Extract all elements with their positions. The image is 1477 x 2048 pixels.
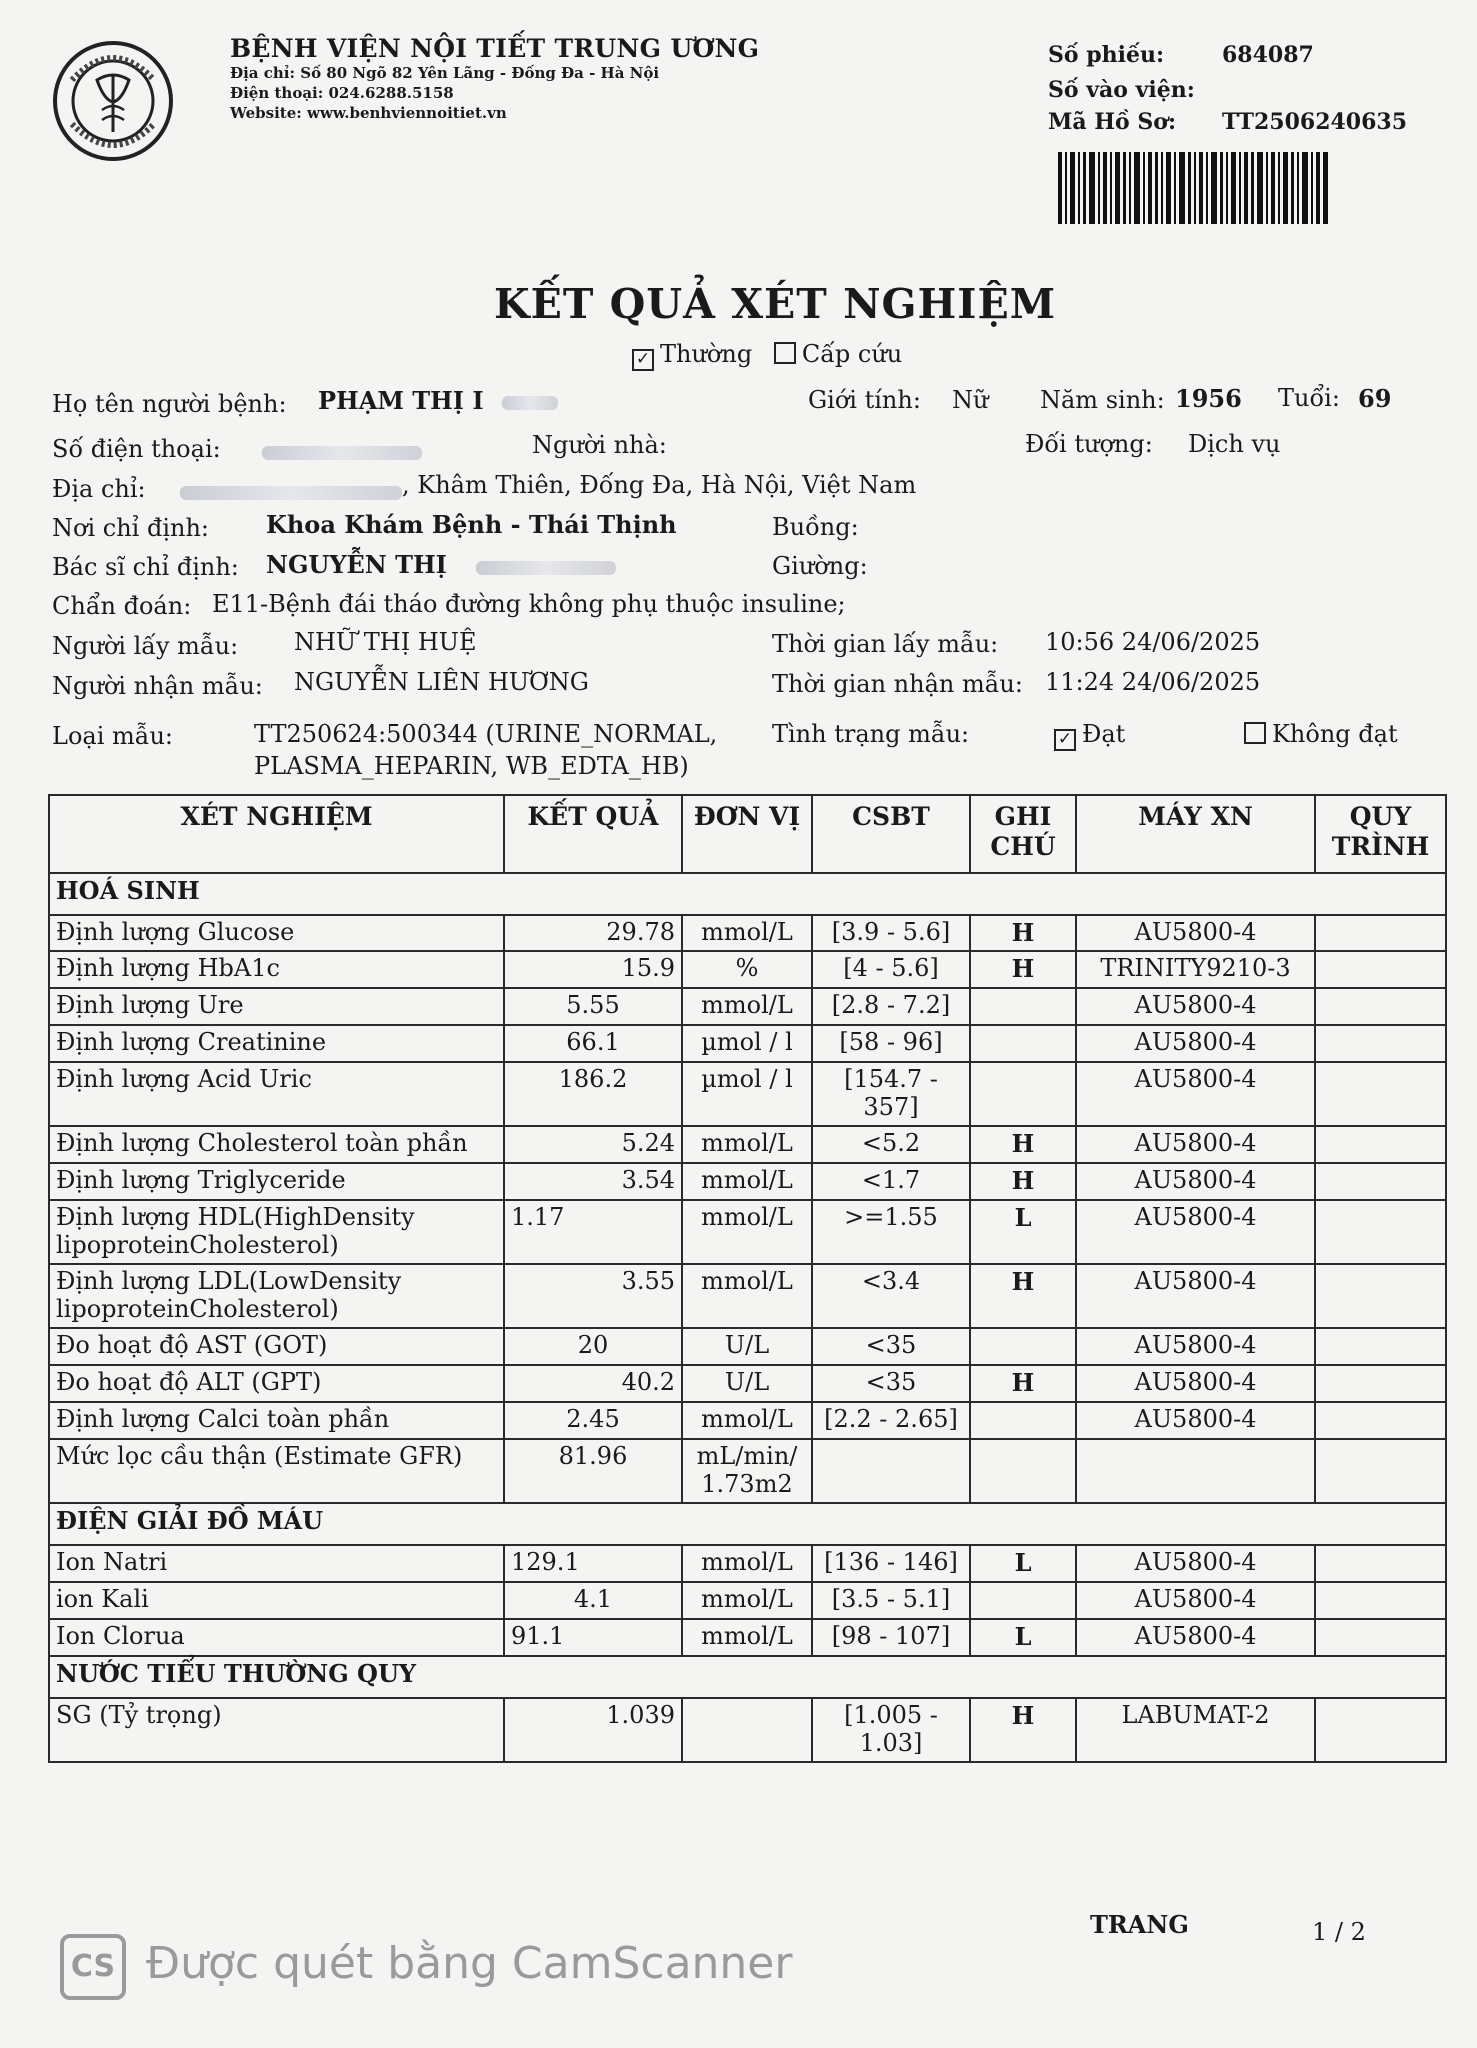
- header-note: GHI CHÚ: [970, 795, 1076, 873]
- cell-machine: AU5800-4: [1076, 1200, 1315, 1264]
- cell-note: [970, 1062, 1076, 1126]
- cell-result: 40.2: [504, 1365, 682, 1402]
- redacted-phone: [262, 442, 422, 461]
- cell-note: [970, 1439, 1076, 1503]
- cell-procedure: [1315, 1402, 1446, 1439]
- hospital-logo: [52, 40, 174, 162]
- cell-ref: [136 - 146]: [812, 1545, 970, 1582]
- cell-result: 1.039: [504, 1698, 682, 1762]
- cell-test: Định lượng Calci toàn phần: [49, 1402, 504, 1439]
- header-ref: CSBT: [812, 795, 970, 873]
- cell-machine: LABUMAT-2: [1076, 1698, 1315, 1762]
- cell-test: Định lượng Triglyceride: [49, 1163, 504, 1200]
- cell-procedure: [1315, 1619, 1446, 1656]
- table-row: [49, 1062, 1446, 1126]
- cell-result: 5.24: [504, 1126, 682, 1163]
- cell-machine: AU5800-4: [1076, 1264, 1315, 1328]
- section-dien-giai: ĐIỆN GIẢI ĐỒ MÁU: [49, 1503, 1446, 1545]
- cell-ref: [3.9 - 5.6]: [812, 915, 970, 951]
- cell-note: H: [970, 1163, 1076, 1200]
- table-row: [49, 915, 1446, 951]
- gender: Nữ: [952, 386, 989, 414]
- address: , Khâm Thiên, Đống Đa, Hà Nội, Việt Nam: [402, 471, 917, 499]
- cell-note: [970, 1402, 1076, 1439]
- cell-test: Định lượng Acid Uric: [49, 1062, 504, 1126]
- cell-procedure: [1315, 951, 1446, 988]
- table-header: [49, 795, 1446, 873]
- cell-unit: µmol / l: [682, 1062, 812, 1126]
- cell-note: H: [970, 1698, 1076, 1762]
- section-row: [49, 873, 1446, 915]
- cell-machine: AU5800-4: [1076, 1025, 1315, 1062]
- cell-unit: mmol/L: [682, 915, 812, 951]
- relative-label: Người nhà:: [532, 431, 667, 459]
- cell-machine: AU5800-4: [1076, 1402, 1315, 1439]
- table-row: [49, 1025, 1446, 1062]
- sample-status-label: Tình trạng mẫu:: [772, 720, 970, 748]
- camscanner-watermark: Được quét bằng CamScanner: [146, 1938, 793, 1989]
- object-label: Đối tượng:: [1025, 430, 1153, 458]
- cell-procedure: [1315, 1200, 1446, 1264]
- age-label: Tuổi:: [1278, 384, 1340, 412]
- cell-machine: TRINITY9210-3: [1076, 951, 1315, 988]
- cell-test: Định lượng HbA1c: [49, 951, 504, 988]
- cell-result: 66.1: [504, 1025, 682, 1062]
- doctor-label: Bác sĩ chỉ định:: [52, 553, 239, 581]
- cell-procedure: [1315, 1439, 1446, 1503]
- cell-unit: %: [682, 951, 812, 988]
- ma-ho-so-label: Mã Hồ Sơ:: [1048, 109, 1177, 135]
- object-value: Dịch vụ: [1188, 430, 1281, 458]
- header-procedure: QUY TRÌNH: [1315, 795, 1446, 873]
- cell-procedure: [1315, 1062, 1446, 1126]
- cell-result: 1.17: [504, 1200, 682, 1264]
- hospital-website: Website: www.benhviennoitiet.vn: [230, 104, 507, 122]
- cell-ref: [2.2 - 2.65]: [812, 1402, 970, 1439]
- cell-result: 129.1: [504, 1545, 682, 1582]
- cell-note: H: [970, 951, 1076, 988]
- table-row: [49, 1126, 1446, 1163]
- receiver: NGUYỄN LIÊN HƯƠNG: [294, 668, 589, 696]
- cell-procedure: [1315, 1025, 1446, 1062]
- room-label: Buồng:: [772, 513, 859, 541]
- ordered-at-label: Nơi chỉ định:: [52, 514, 209, 542]
- barcode: [1058, 152, 1330, 224]
- patient-name: PHẠM THỊ I: [318, 386, 484, 415]
- so-phieu-label: Số phiếu:: [1048, 42, 1165, 68]
- hospital-name: BỆNH VIỆN NỘI TIẾT TRUNG ƯƠNG: [230, 34, 760, 63]
- header-unit: ĐƠN VỊ: [682, 795, 812, 873]
- page-footer-label: TRANG: [1090, 1910, 1189, 1939]
- table-row: [49, 1264, 1446, 1328]
- cell-machine: AU5800-4: [1076, 1328, 1315, 1365]
- birth-year: 1956: [1175, 384, 1242, 413]
- table-row: [49, 951, 1446, 988]
- cell-machine: AU5800-4: [1076, 1062, 1315, 1126]
- receive-time: 11:24 24/06/2025: [1045, 668, 1261, 696]
- cell-result: 91.1: [504, 1619, 682, 1656]
- cell-ref: [98 - 107]: [812, 1619, 970, 1656]
- redacted-doctor: [476, 557, 616, 576]
- age: 69: [1358, 384, 1392, 413]
- section-nuoc-tieu: NƯỚC TIỂU THƯỜNG QUY: [49, 1656, 1446, 1698]
- checkbox-ok-icon: ✓: [1054, 729, 1076, 751]
- cell-test: ion Kali: [49, 1582, 504, 1619]
- cell-result: 2.45: [504, 1402, 682, 1439]
- address-label: Địa chỉ:: [52, 475, 146, 503]
- ordered-at: Khoa Khám Bệnh - Thái Thịnh: [266, 510, 677, 539]
- cell-ref: >=1.55: [812, 1200, 970, 1264]
- cell-unit: U/L: [682, 1365, 812, 1402]
- section-row: [49, 1656, 1446, 1698]
- cell-ref: [3.5 - 5.1]: [812, 1582, 970, 1619]
- cell-procedure: [1315, 1365, 1446, 1402]
- table-row: [49, 1619, 1446, 1656]
- cell-procedure: [1315, 988, 1446, 1025]
- cell-result: 3.54: [504, 1163, 682, 1200]
- collect-time-label: Thời gian lấy mẫu:: [772, 630, 999, 658]
- cell-machine: AU5800-4: [1076, 1365, 1315, 1402]
- diagnosis-label: Chẩn đoán:: [52, 592, 192, 620]
- table-row: [49, 1163, 1446, 1200]
- cell-test: Đo hoạt độ AST (GOT): [49, 1328, 504, 1365]
- cell-procedure: [1315, 1264, 1446, 1328]
- cell-procedure: [1315, 1126, 1446, 1163]
- sample-type-line1: TT250624:500344 (URINE_NORMAL,: [254, 720, 718, 748]
- hospital-phone: Điện thoại: 024.6288.5158: [230, 84, 454, 102]
- cell-note: [970, 1328, 1076, 1365]
- sample-ok: [1054, 720, 1125, 751]
- cell-ref: <35: [812, 1365, 970, 1402]
- patient-name-label: Họ tên người bệnh:: [52, 390, 287, 418]
- cell-unit: mmol/L: [682, 988, 812, 1025]
- cell-note: L: [970, 1545, 1076, 1582]
- section-row: [49, 1503, 1446, 1545]
- cell-machine: AU5800-4: [1076, 1126, 1315, 1163]
- cell-result: 20: [504, 1328, 682, 1365]
- cell-machine: AU5800-4: [1076, 915, 1315, 951]
- header-result: KẾT QUẢ: [504, 795, 682, 873]
- priority-normal: Thường: [660, 340, 753, 368]
- redacted-address: [180, 482, 402, 501]
- cell-result: 15.9: [504, 951, 682, 988]
- cell-ref: [58 - 96]: [812, 1025, 970, 1062]
- cell-result: 3.55: [504, 1264, 682, 1328]
- cell-unit: µmol / l: [682, 1025, 812, 1062]
- cell-unit: mmol/L: [682, 1582, 812, 1619]
- collector: NHỮ THỊ HUỆ: [294, 628, 477, 656]
- table-row: [49, 1439, 1446, 1503]
- table-row: [49, 1698, 1446, 1762]
- receiver-label: Người nhận mẫu:: [52, 672, 263, 700]
- cell-machine: AU5800-4: [1076, 1163, 1315, 1200]
- collector-label: Người lấy mẫu:: [52, 632, 239, 660]
- cell-ref: [2.8 - 7.2]: [812, 988, 970, 1025]
- redacted-name: [502, 392, 558, 411]
- cell-test: Định lượng Glucose: [49, 915, 504, 951]
- cell-note: [970, 1582, 1076, 1619]
- receive-time-label: Thời gian nhận mẫu:: [772, 670, 1023, 698]
- cell-ref: [4 - 5.6]: [812, 951, 970, 988]
- results-table: [48, 794, 1447, 1763]
- cell-unit: mmol/L: [682, 1163, 812, 1200]
- cell-unit: U/L: [682, 1328, 812, 1365]
- bed-label: Giường:: [772, 552, 868, 580]
- cell-unit: mmol/L: [682, 1545, 812, 1582]
- cell-test: SG (Tỷ trọng): [49, 1698, 504, 1762]
- cell-result: 186.2: [504, 1062, 682, 1126]
- cell-result: 29.78: [504, 915, 682, 951]
- cell-procedure: [1315, 1582, 1446, 1619]
- cell-test: Định lượng Creatinine: [49, 1025, 504, 1062]
- cell-ref: <35: [812, 1328, 970, 1365]
- cell-test: Định lượng Cholesterol toàn phần: [49, 1126, 504, 1163]
- cell-note: L: [970, 1619, 1076, 1656]
- cell-ref: [1.005 - 1.03]: [812, 1698, 970, 1762]
- cell-test: Định lượng HDL(HighDensity lipoproteinCholesterol): [49, 1200, 504, 1264]
- cell-test: Mức lọc cầu thận (Estimate GFR): [49, 1439, 504, 1503]
- cell-procedure: [1315, 1545, 1446, 1582]
- cell-machine: AU5800-4: [1076, 1582, 1315, 1619]
- cell-ref: <5.2: [812, 1126, 970, 1163]
- cell-note: H: [970, 1264, 1076, 1328]
- priority-emergency: Cấp cứu: [801, 340, 903, 368]
- table-row: [49, 988, 1446, 1025]
- collect-time: 10:56 24/06/2025: [1045, 628, 1261, 656]
- cell-procedure: [1315, 1328, 1446, 1365]
- header-test: XÉT NGHIỆM: [49, 795, 504, 873]
- ma-ho-so: TT2506240635: [1222, 109, 1408, 135]
- sample-not-ok-text: Không đạt: [1272, 720, 1398, 748]
- cell-ref: [154.7 - 357]: [812, 1062, 970, 1126]
- checkbox-normal-icon: ✓: [632, 349, 654, 371]
- table-row: [49, 1545, 1446, 1582]
- diagnosis: E11-Bệnh đái tháo đường không phụ thuộc insuline;: [212, 590, 846, 618]
- so-vao-vien-label: Số vào viện:: [1048, 77, 1195, 103]
- cell-result: 5.55: [504, 988, 682, 1025]
- cell-unit: mmol/L: [682, 1402, 812, 1439]
- page-title: KẾT QUẢ XÉT NGHIỆM: [494, 280, 1057, 328]
- cell-machine: AU5800-4: [1076, 1545, 1315, 1582]
- sample-not-ok: [1244, 720, 1398, 748]
- cell-note: H: [970, 1126, 1076, 1163]
- cell-procedure: [1315, 1163, 1446, 1200]
- so-phieu: 684087: [1222, 42, 1314, 68]
- cell-test: Ion Clorua: [49, 1619, 504, 1656]
- cell-test: Định lượng Ure: [49, 988, 504, 1025]
- cell-ref: <1.7: [812, 1163, 970, 1200]
- cell-note: [970, 988, 1076, 1025]
- hospital-address: Địa chỉ: Số 80 Ngõ 82 Yên Lãng - Đống Đa - Hà Nội: [230, 64, 660, 82]
- doctor: NGUYỄN THỊ: [266, 550, 447, 579]
- cell-procedure: [1315, 1698, 1446, 1762]
- birth-label: Năm sinh:: [1040, 386, 1165, 414]
- cell-test: Đo hoạt độ ALT (GPT): [49, 1365, 504, 1402]
- camscanner-logo: CS: [60, 1934, 126, 2000]
- cell-unit: mmol/L: [682, 1619, 812, 1656]
- cell-result: 4.1: [504, 1582, 682, 1619]
- cell-procedure: [1315, 915, 1446, 951]
- cell-test: Định lượng LDL(LowDensity lipoproteinCholesterol): [49, 1264, 504, 1328]
- table-row: [49, 1328, 1446, 1365]
- header-machine: MÁY XN: [1076, 795, 1315, 873]
- cell-note: H: [970, 915, 1076, 951]
- sample-type-line2: PLASMA_HEPARIN, WB_EDTA_HB): [254, 752, 689, 780]
- table-row: [49, 1402, 1446, 1439]
- cell-result: 81.96: [504, 1439, 682, 1503]
- cell-unit: [682, 1698, 812, 1762]
- table-row: [49, 1365, 1446, 1402]
- gender-label: Giới tính:: [808, 386, 921, 414]
- page-number: 1 / 2: [1312, 1918, 1366, 1946]
- checkbox-emergency-icon: [774, 342, 796, 364]
- cell-ref: <3.4: [812, 1264, 970, 1328]
- cell-unit: mmol/L: [682, 1200, 812, 1264]
- priority-row: [632, 340, 902, 371]
- cell-ref: [812, 1439, 970, 1503]
- cell-note: H: [970, 1365, 1076, 1402]
- cell-unit: mmol/L: [682, 1126, 812, 1163]
- cell-machine: AU5800-4: [1076, 1619, 1315, 1656]
- cell-note: L: [970, 1200, 1076, 1264]
- table-row: [49, 1200, 1446, 1264]
- cell-test: Ion Natri: [49, 1545, 504, 1582]
- checkbox-not-ok-icon: [1244, 722, 1266, 744]
- cell-unit: mmol/L: [682, 1264, 812, 1328]
- cell-machine: [1076, 1439, 1315, 1503]
- section-hoa-sinh: HOÁ SINH: [49, 873, 1446, 915]
- cell-machine: AU5800-4: [1076, 988, 1315, 1025]
- sample-type-label: Loại mẫu:: [52, 722, 174, 750]
- sample-ok-text: Đạt: [1082, 720, 1126, 748]
- cell-note: [970, 1025, 1076, 1062]
- table-row: [49, 1582, 1446, 1619]
- cell-unit: mL/min/ 1.73m2: [682, 1439, 812, 1503]
- phone-label: Số điện thoại:: [52, 435, 221, 463]
